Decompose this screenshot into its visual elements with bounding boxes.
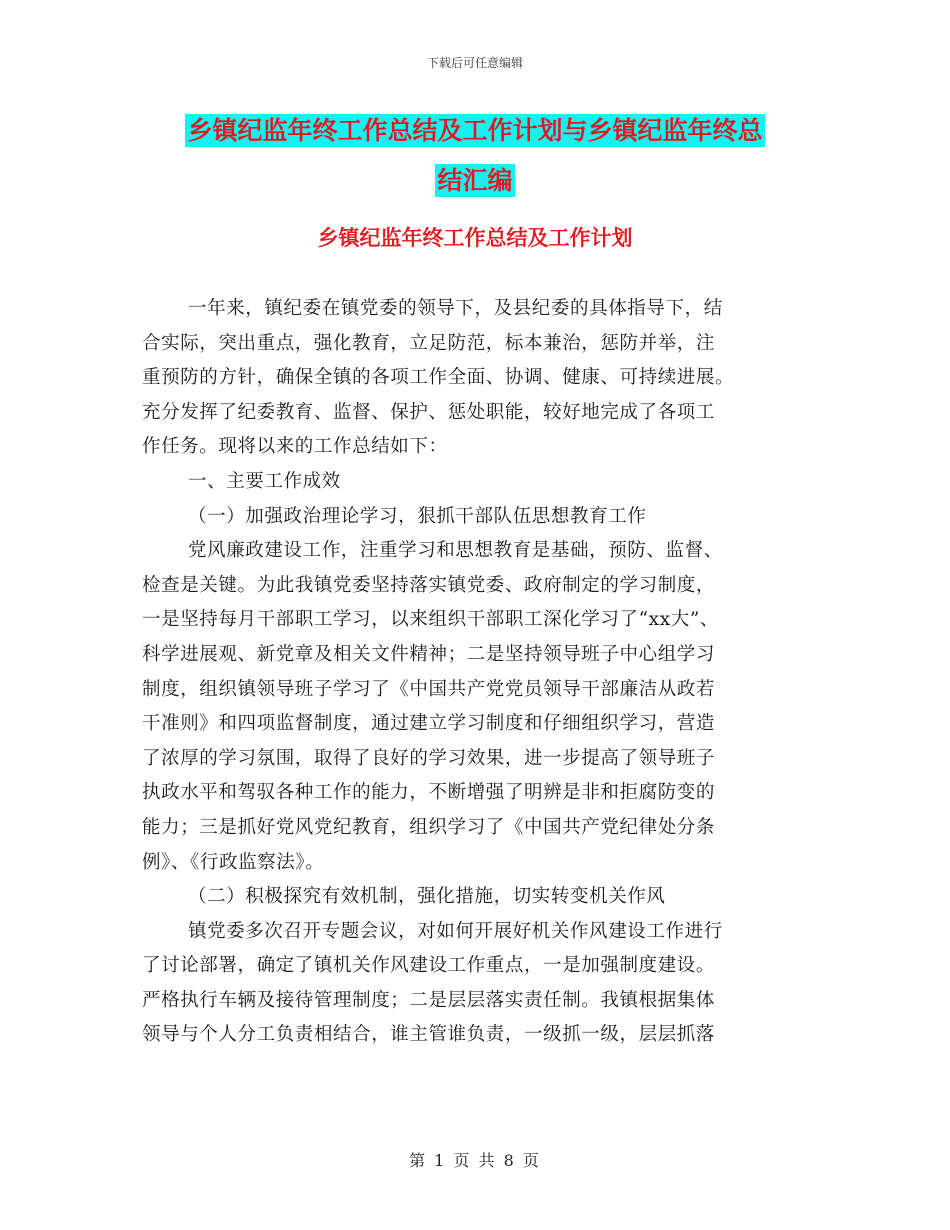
main-title-line-1: 乡镇纪监年终工作总结及工作计划与乡镇纪监年终总	[187, 116, 763, 145]
paragraph-line: 了浓厚的学习氛围，取得了良好的学习效果，进一步提高了领导班子	[142, 747, 716, 769]
paragraph-line: 领导与个人分工负责相结合，谁主管谁负责，一级抓一级，层层抓落	[142, 1024, 716, 1046]
header-note: 下载后可任意编辑	[426, 56, 523, 70]
main-title	[140, 106, 810, 206]
page-number-footer: 第 1 页 共 8 页	[409, 1151, 541, 1170]
paragraph-line: 充分发挥了纪委教育、监督、保护、惩处职能，较好地完成了各项工	[142, 401, 716, 423]
body-text	[142, 292, 792, 1053]
heading-line: 一、主要工作成效	[188, 470, 341, 492]
subheading-line: （一）加强政治理论学习，狠抓干部队伍思想教育工作	[188, 505, 647, 527]
paragraph-line: 作任务。现将以来的工作总结如下：	[142, 436, 448, 458]
paragraph-line: 合实际，突出重点，强化教育，立足防范，标本兼治，惩防并举，注	[142, 332, 716, 354]
main-title-line-2: 结汇编	[437, 166, 513, 195]
paragraph-line: 严格执行车辆及接待管理制度；二是层层落实责任制。我镇根据集体	[142, 989, 716, 1011]
paragraph-line: 镇党委多次召开专题会议，对如何开展好机关作风建设工作进行	[188, 920, 723, 942]
paragraph-line: 执政水平和驾驭各种工作的能力，不断增强了明辨是非和拒腐防变的	[142, 782, 716, 804]
section-title: 乡镇纪监年终工作总结及工作计划	[317, 226, 633, 250]
paragraph-line: 制度，组织镇领导班子学习了《中国共产党党员领导干部廉洁从政若	[142, 678, 716, 700]
paragraph-line: 了讨论部署，确定了镇机关作风建设工作重点，一是加强制度建设。	[142, 955, 716, 977]
paragraph-line: 一年来，镇纪委在镇党委的领导下，及县纪委的具体指导下，结	[188, 298, 723, 319]
paragraph-line: 能力；三是抓好党风党纪教育，组织学习了《中国共产党纪律处分条	[142, 816, 716, 838]
paragraph-line: 例》、《行政监察法》。	[142, 851, 325, 873]
paragraph-line: 重预防的方针，确保全镇的各项工作全面、协调、健康、可持续进展。	[142, 367, 735, 389]
paragraph-line: 一是坚持每月干部职工学习，以来组织干部职工深化学习了“xx大”、	[142, 609, 719, 631]
paragraph-line: 干准则》和四项监督制度，通过建立学习制度和仔细组织学习，营造	[142, 713, 716, 735]
subheading-line: （二）积极探究有效机制，强化措施，切实转变机关作风	[188, 886, 666, 908]
paragraph-line: 党风廉政建设工作，注重学习和思想教育是基础，预防、监督、	[188, 540, 723, 562]
paragraph-line: 检查是关键。为此我镇党委坚持落实镇党委、政府制定的学习制度，	[142, 574, 716, 596]
paragraph-line: 科学进展观、新党章及相关文件精神；二是坚持领导班子中心组学习	[142, 643, 716, 665]
